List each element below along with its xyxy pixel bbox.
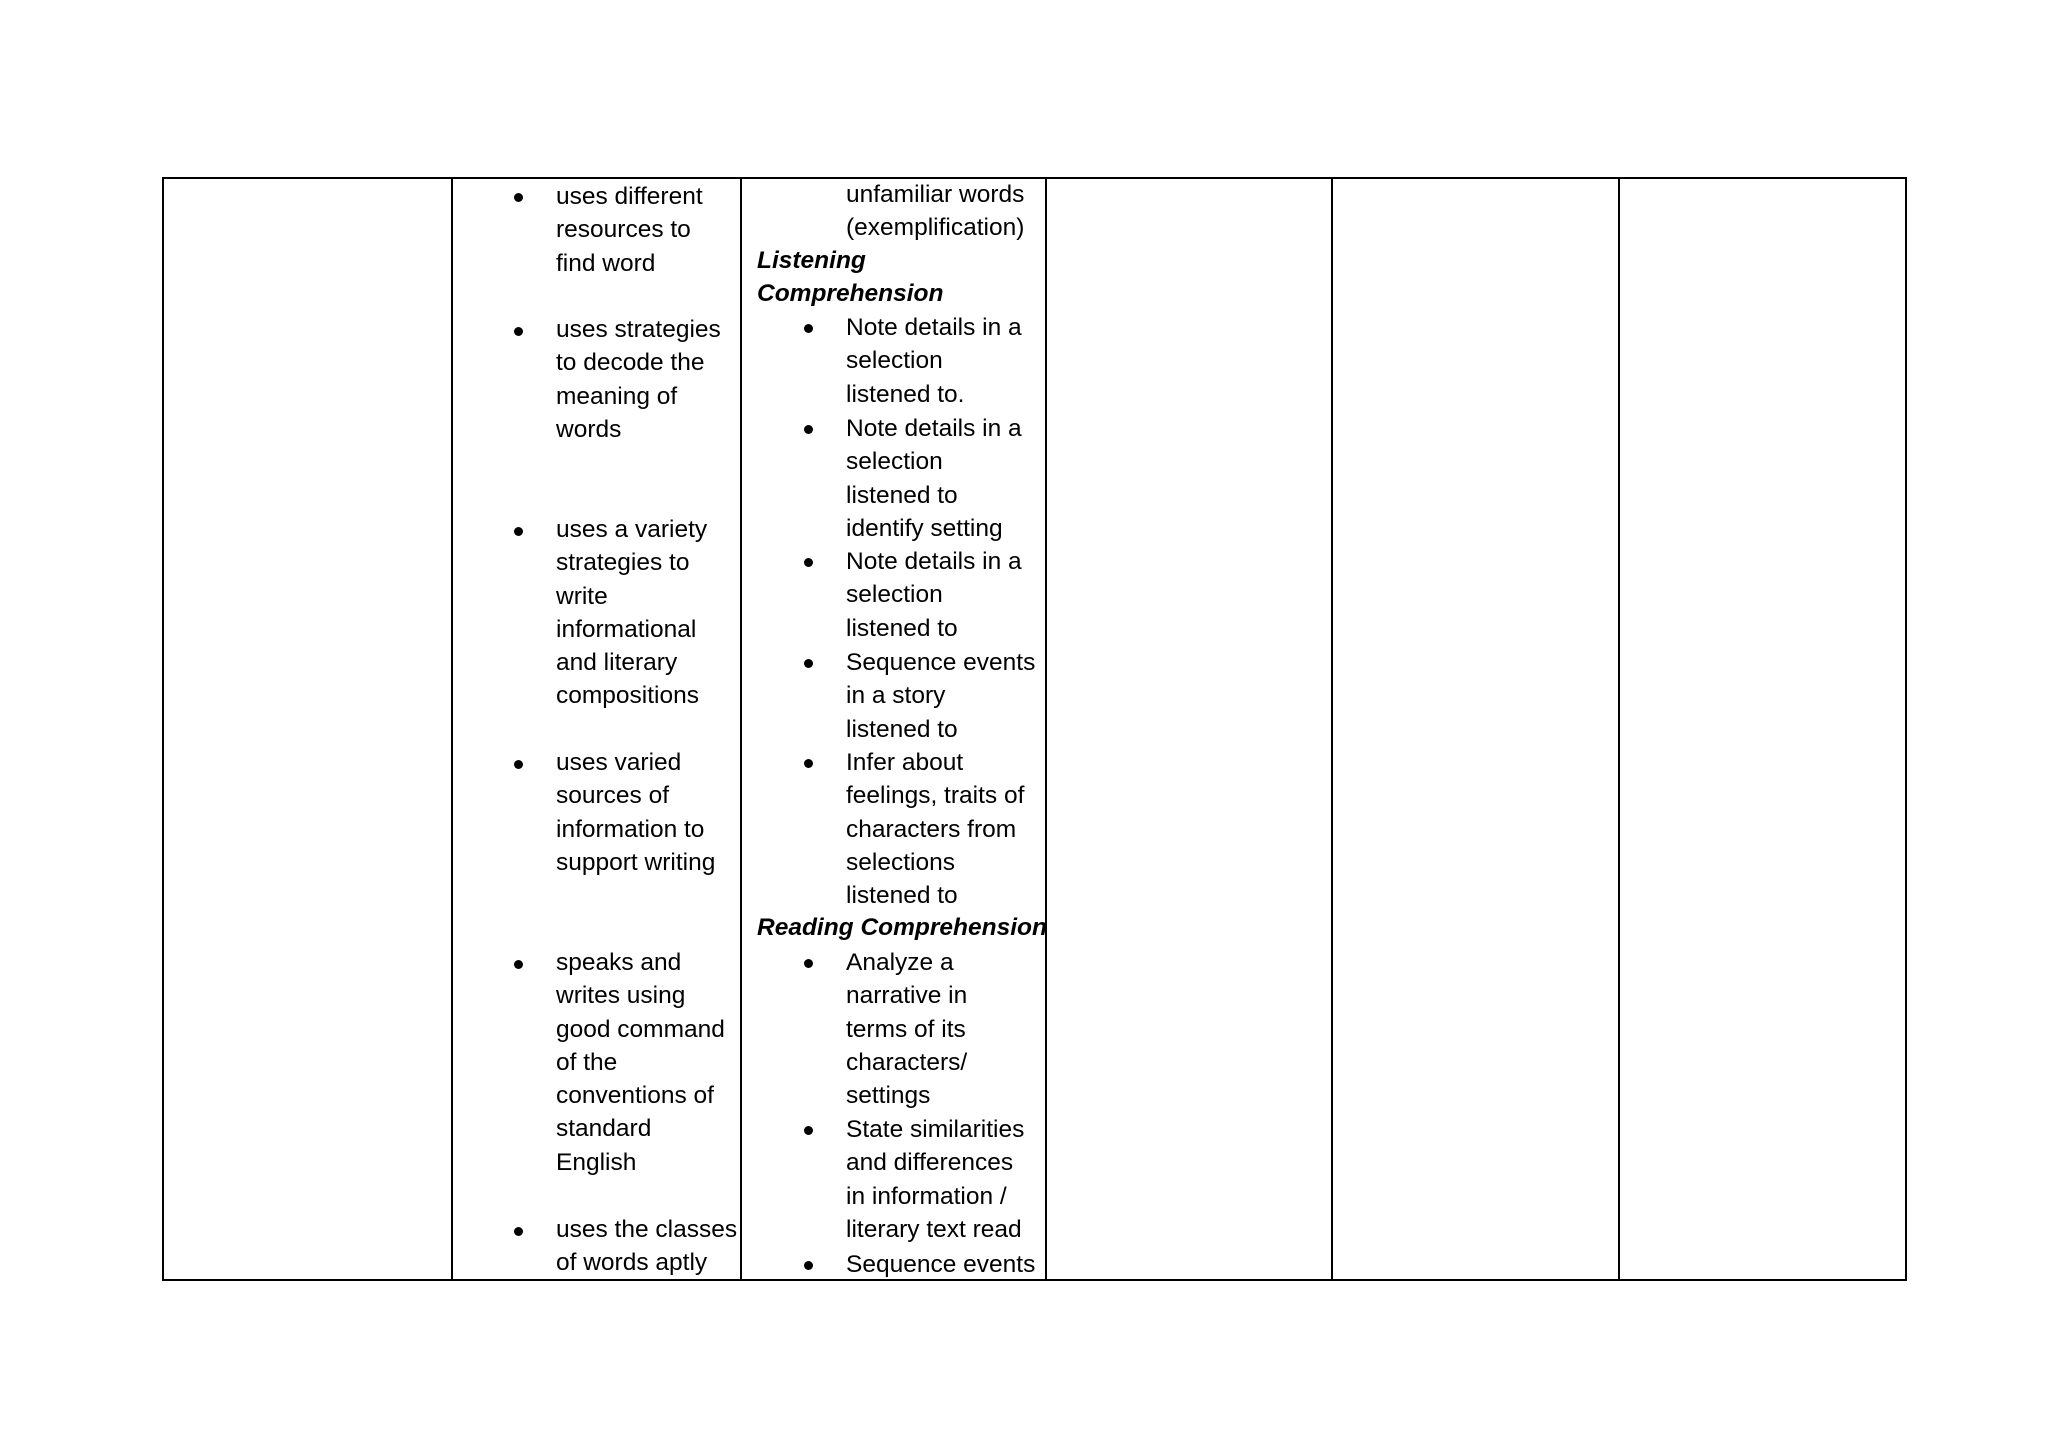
list-item: speaks and writes using good command of the conventions of standard English (556, 949, 725, 1176)
column-divider (1331, 179, 1333, 1279)
bullet-icon (514, 960, 523, 969)
bullet-icon (804, 1126, 813, 1135)
list-item: uses the classes of words aptly (556, 1216, 738, 1277)
list-item: Sequence events (846, 1251, 1036, 1278)
column-divider (451, 179, 453, 1279)
list-item: Sequence events in a story listened to (846, 649, 1036, 743)
list-item: Note details in a selection listened to (846, 548, 1022, 642)
bullet-icon (804, 324, 813, 333)
column-divider (740, 179, 742, 1279)
bullet-icon (514, 1227, 523, 1236)
bullet-icon (804, 1261, 813, 1270)
list-item: uses a variety strategies to write informational and literary compositions (556, 516, 708, 710)
bullet-icon (514, 760, 523, 769)
list-item: State similarities and differences in information / literary text read (846, 1116, 1025, 1243)
column-divider (1618, 179, 1620, 1279)
bullet-icon (804, 558, 813, 567)
bullet-icon (514, 327, 523, 336)
bullet-icon (804, 759, 813, 768)
bullet-icon (514, 193, 523, 202)
list-item: Infer about feelings, traits of characters from selections listened to (846, 749, 1025, 910)
list-item: Note details in a selection listened to identify setting (846, 415, 1022, 542)
bullet-icon (804, 425, 813, 434)
list-item: Note details in a selection listened to. (846, 314, 1022, 408)
bullet-icon (804, 959, 813, 968)
continued-text: unfamiliar words (exemplification) (846, 181, 1025, 242)
section-heading-listening: Listening Comprehension (757, 247, 944, 308)
bullet-icon (514, 527, 523, 536)
list-item: uses varied sources of information to support writing (556, 749, 716, 876)
list-item: uses strategies to decode the meaning of words (556, 316, 721, 443)
column-divider (1045, 179, 1047, 1279)
section-heading-reading: Reading Comprehension (757, 914, 1047, 941)
list-item: uses different resources to find word (556, 183, 703, 277)
list-item: Analyze a narrative in terms of its characters/ settings (846, 949, 968, 1110)
bullet-icon (804, 659, 813, 668)
